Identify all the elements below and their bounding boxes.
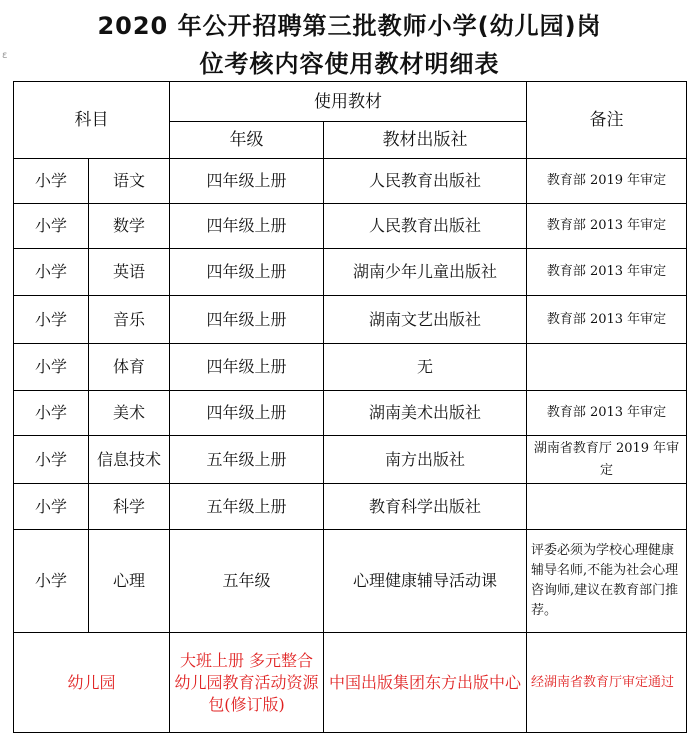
publisher-cell: 中国出版集团东方出版中心 [324,633,527,733]
page-title: 2020 年公开招聘第三批教师小学(幼儿园)岗 [97,12,602,40]
grade-cell: 五年级上册 [170,484,324,530]
subject-cell: 心理 [89,530,170,633]
subject-cell: 美术 [89,391,170,436]
remark-cell: 教育部 2013 年审定 [527,296,687,344]
remark-cell: 教育部 2013 年审定 [527,391,687,436]
header-textbook: 使用教材 [170,82,527,122]
header-publisher: 教材出版社 [324,122,527,159]
grade-cell: 四年级上册 [170,391,324,436]
header-grade: 年级 [170,122,324,159]
table-row [14,249,687,296]
table-row [14,159,687,204]
grade-cell: 四年级上册 [170,296,324,344]
publisher-cell: 湖南少年儿童出版社 [324,249,527,296]
level-cell: 小学 [14,296,89,344]
subject-cell: 音乐 [89,296,170,344]
table-row [14,204,687,249]
margin-mark: ε [2,50,8,61]
subject-cell: 科学 [89,484,170,530]
level-cell: 小学 [14,249,89,296]
subject-cell: 语文 [89,159,170,204]
level-cell: 幼儿园 [14,633,170,733]
subject-cell: 体育 [89,344,170,391]
remark-cell [527,344,687,391]
publisher-cell: 南方出版社 [324,436,527,484]
subject-cell: 信息技术 [89,436,170,484]
level-cell: 小学 [14,530,89,633]
grade-cell: 四年级上册 [170,344,324,391]
level-cell: 小学 [14,159,89,204]
grade-cell: 四年级上册 [170,249,324,296]
subject-cell: 数学 [89,204,170,249]
table-row [14,484,687,530]
remark-cell: 教育部 2019 年审定 [527,159,687,204]
table-row [14,296,687,344]
remark-cell: 经湖南省教育厅审定通过 [527,633,687,733]
publisher-cell: 心理健康辅导活动课 [324,530,527,633]
table-row-kindergarten [14,633,687,733]
subject-cell: 英语 [89,249,170,296]
level-cell: 小学 [14,344,89,391]
remark-cell: 评委必须为学校心理健康辅导名师,不能为社会心理咨询师,建议在教育部门推荐。 [527,530,687,633]
level-cell: 小学 [14,204,89,249]
publisher-cell: 湖南美术出版社 [324,391,527,436]
publisher-cell: 教育科学出版社 [324,484,527,530]
remark-cell: 教育部 2013 年审定 [527,249,687,296]
publisher-cell: 湖南文艺出版社 [324,296,527,344]
grade-cell: 四年级上册 [170,204,324,249]
page-subtitle: 位考核内容使用教材明细表 [199,50,500,78]
grade-cell: 五年级 [170,530,324,633]
level-cell: 小学 [14,436,89,484]
publisher-cell: 人民教育出版社 [324,159,527,204]
header-subject: 科目 [14,82,170,159]
publisher-cell: 无 [324,344,527,391]
remark-cell [527,484,687,530]
table-row [14,530,687,633]
table-row [14,344,687,391]
level-cell: 小学 [14,391,89,436]
grade-cell: 四年级上册 [170,159,324,204]
remark-cell: 湖南省教育厅 2019 年审定 [527,436,687,484]
grade-cell: 五年级上册 [170,436,324,484]
textbook-table [13,81,687,733]
table-row [14,391,687,436]
grade-cell: 大班上册 多元整合幼儿园教育活动资源包(修订版) [170,633,324,733]
table-row [14,436,687,484]
remark-cell: 教育部 2013 年审定 [527,204,687,249]
publisher-cell: 人民教育出版社 [324,204,527,249]
level-cell: 小学 [14,484,89,530]
header-remarks: 备注 [527,82,687,159]
